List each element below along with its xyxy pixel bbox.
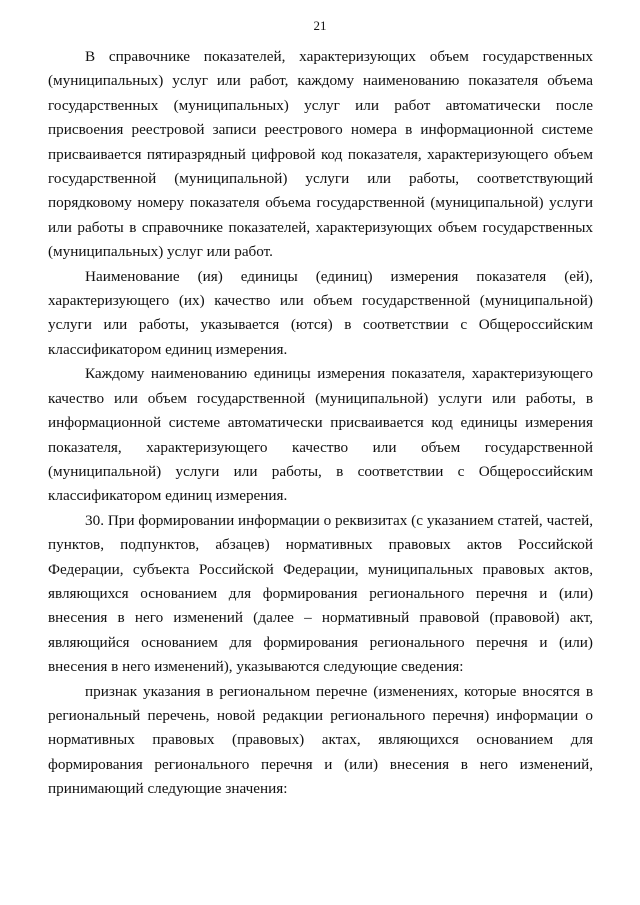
paragraph-unit-name: Наименование (ия) единицы (единиц) измерения показателя (ей), характеризующего (их) качество или объем государственной (муниципальной) услуги или работы, указывается (ются) в соответствии с Общероссийским классификатором единиц измерения.: [48, 267, 593, 358]
document-body: [48, 45, 593, 802]
paragraph-indication-flag: признак указания в региональном перечне (изменениях, которые вносятся в региональный перечень, новой редакции регионального перечня) информации о нормативных правовых (правовых) актах, являющихся основанием для формирования регионального перечня и (или) внесения в него изменений, принимающий следующие значения:: [48, 682, 593, 798]
paragraph-unit-code: Каждому наименованию единицы измерения показателя, характеризующего качество или объем государственной (муниципальной) услуги или работы, в информационной системе автоматически присваивается код единицы измерения показателя, характеризующего качество или объем государственной (муниципальной) услуги или работы, в соответствии с Общероссийским классификатором единиц измерения.: [48, 365, 593, 505]
page-number: 21: [313, 18, 327, 33]
paragraph-item-30: 30. При формировании информации о реквизитах (с указанием статей, частей, пунктов, подпунктов, абзацев) нормативных правовых актов Российской Федерации, субъекта Российской Федерации, муниципальных правовых актов, являющихся основанием для формирования регионального перечня и (или) внесения в него изменений (далее – нормативный правовой (правовой) акт, являющийся основанием для формирования регионального перечня и (или) внесения в него изменений), указываются следующие сведения:: [48, 511, 593, 676]
paragraph-registry-code: В справочнике показателей, характеризующих объем государственных (муниципальных) услуг или работ, каждому наименованию показателя объема государственных (муниципальных) услуг или работ автоматически после присвоения реестровой записи реестрового номера в информационной системе присваивается пятиразрядный цифровой код показателя, характеризующего объем государственной (муниципальной) услуги или работы, соответствующий порядковому номеру показателя объема государственной (муниципальной) услуги или работы в справочнике показателей, характеризующих объем государственных (муниципальных) услуг или работ.: [48, 48, 593, 261]
